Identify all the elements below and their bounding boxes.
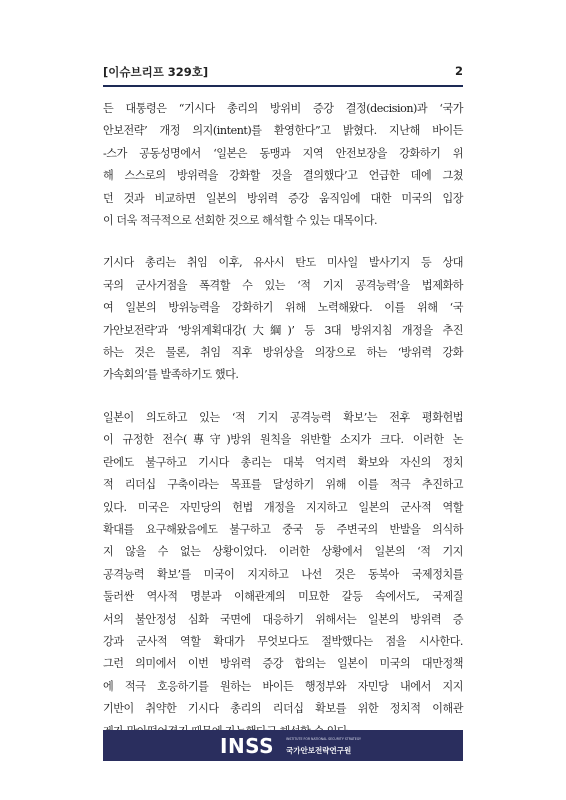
text-line: 해 스스로의 방위력을 강화할 것을 결의했다’고 언급한 데에 그쳤 [103, 169, 463, 183]
text-line: 서의 불안정성 심화 국면에 대응하기 위해서는 일본의 방위력 증 [103, 612, 463, 626]
text-line: 일본이 의도하고 있는 ‘적 기지 공격능력 확보’는 전후 평화헌법 [103, 410, 463, 424]
text-line: 던 것과 비교하면 일본의 방위력 증강 움직임에 대한 미국의 입장 [103, 191, 463, 205]
text-line: 둘러싼 역사적 명분과 이해관계의 미묘한 갈등 속에서도, 국제질 [103, 590, 463, 604]
text-line: 안보전략’ 개정 의지(intent)를 환영한다”고 밝혔다. 지난해 바이든 [103, 124, 463, 138]
paragraph-3 [103, 407, 463, 743]
text-line: 하는 것은 물론, 취임 직후 방위상을 의장으로 하는 ‘방위력 강화 [103, 346, 463, 360]
text-line: 확대를 요구해왔음에도 불구하고 중국 등 주변국의 반발을 의식하 [103, 522, 463, 536]
text-line: -스가 공동성명에서 ‘일본은 동맹과 지역 안전보장을 강화하기 위 [103, 146, 463, 160]
text-line: 지 않을 수 없는 상황이었다. 이러한 상황에서 일본의 ‘적 기지 [103, 545, 463, 559]
text-line: 그런 의미에서 이번 방위력 증강 합의는 일본이 미국의 대만정책 [103, 657, 463, 671]
text-line: 강과 군사적 역할 확대가 무엇보다도 절박했다는 점을 시사한다. [103, 634, 463, 648]
text-line: 이 규정한 전수(專守)방위 원칙을 위반할 소지가 크다. 이러한 논 [103, 433, 463, 447]
text-line: 에 적극 호응하기를 원하는 바이든 행정부와 자민당 내에서 지지 [103, 679, 463, 693]
footer-band [103, 730, 463, 761]
text-line: 적 리더십 구축이라는 목표를 달성하기 위해 이를 적극 추진하고 [103, 478, 463, 492]
inss-logo-korean: 국가안보전략연구원 [286, 746, 352, 755]
text-line: 공격능력 확보’를 미국이 지지하고 나선 것은 동북아 국제정치를 [103, 567, 463, 581]
paragraph-2 [103, 252, 463, 386]
text-line: 있다. 미국은 자민당의 헌법 개정을 지지하고 일본의 군사적 역할 [103, 500, 463, 514]
issue-label: [이슈브리프 329호] [103, 65, 209, 79]
text-line: 여 일본의 방위능력을 강화하기 위해 노력해왔다. 이를 위해 ‘국 [103, 301, 463, 315]
header-divider [103, 85, 463, 87]
inss-logo-subtext: INSTITUTE FOR NATIONAL SECURITY STRATEGY [286, 737, 361, 741]
text-line: 든 대통령은 “기시다 총리의 방위비 증강 결정(decision)과 ‘국가 [103, 102, 463, 115]
text-line: 기시다 총리는 취임 이후, 유사시 탄도 미사일 발사기지 등 상대 [103, 256, 463, 270]
paragraph-1 [103, 98, 463, 232]
inss-logo: INSS [220, 734, 275, 758]
page-number: 2 [454, 64, 463, 78]
document-body [103, 98, 463, 763]
page-header [103, 62, 463, 82]
text-line: 이 더욱 적극적으로 선회한 것으로 해석할 수 있는 대목이다. [103, 214, 378, 228]
text-line: 기반이 취약한 기시다 총리의 리더십 확보를 위한 정치적 이해관 [103, 702, 463, 716]
text-line: 란에도 불구하고 기시다 총리는 대북 억지력 확보와 자신의 정치 [103, 455, 463, 469]
text-line: 국의 군사거점을 폭격할 수 있는 ‘적 기지 공격능력’을 법제화하 [103, 278, 463, 292]
text-line: 가속회의’를 발족하기도 했다. [103, 368, 239, 382]
text-line: 가안보전략’과 ‘방위계획대강(大綱)’ 등 3대 방위지침 개정을 추진 [103, 323, 463, 337]
